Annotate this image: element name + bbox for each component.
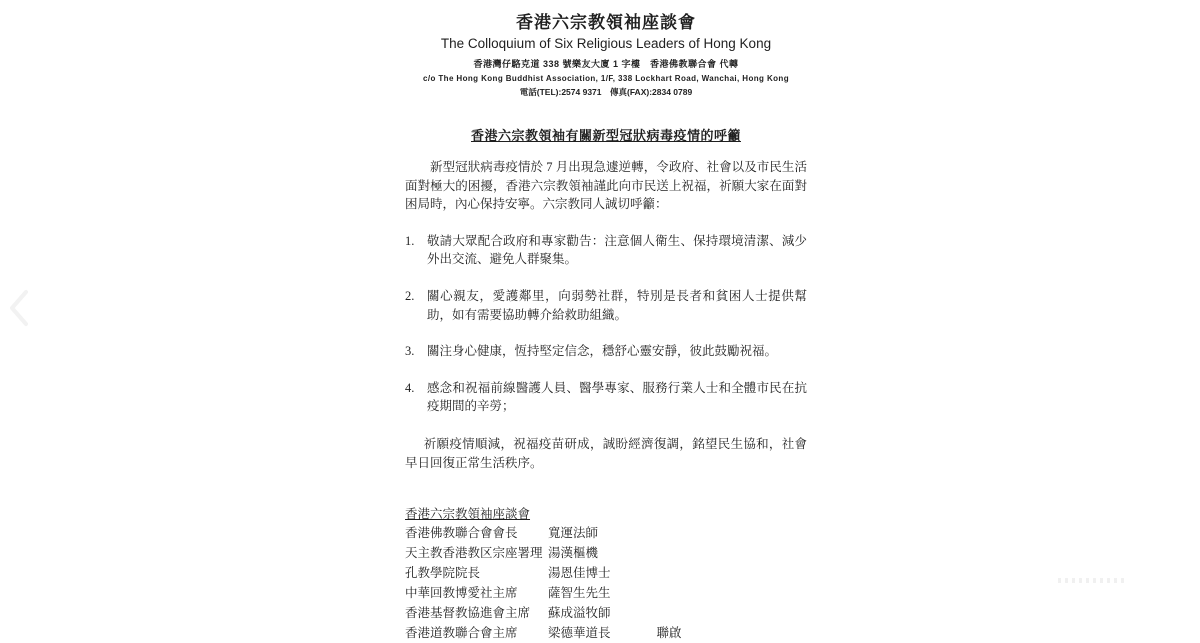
signatory-name: 薩智生先生	[548, 586, 611, 601]
intro-paragraph: 新型冠狀病毒疫情於 7 月出現急遽逆轉，令政府、社會以及市民生活面對極大的困擾，香港六宗教領袖謹此向市民送上祝福，祈願大家在面對困局時，內心保持安寧。六宗教同人誠切呼籲：	[405, 160, 807, 212]
list-item-number: 2.	[405, 288, 415, 303]
list-item-text: 感念和祝福前線醫護人員、醫學專家、服務行業人士和全體市民在抗疫期間的辛勞；	[427, 380, 807, 414]
org-contact-line: 電話(TEL):2574 9371 傳真(FAX):2834 0789	[519, 87, 693, 97]
signatories-heading: 香港六宗教領袖座談會	[405, 507, 531, 522]
joint-signature-label: 聯啟	[656, 626, 682, 641]
signatory-name: 寬運法師	[548, 526, 599, 541]
list-item-number: 4.	[405, 380, 415, 395]
signatory-row	[405, 623, 807, 643]
signatory-title: 天主教香港教区宗座署理	[405, 546, 543, 561]
signatory-row	[405, 583, 807, 603]
list-item	[405, 379, 807, 416]
list-item	[405, 287, 807, 324]
list-item	[405, 342, 807, 361]
prev-page-chevron-icon[interactable]	[4, 288, 32, 328]
letterhead	[405, 13, 807, 98]
list-item	[405, 232, 807, 269]
document-title: 香港六宗教領袖有關新型冠狀病毒疫情的呼籲	[470, 128, 741, 143]
signatory-row	[405, 603, 807, 623]
signatory-row	[405, 523, 807, 543]
signatory-title: 中華回教博愛社主席	[405, 586, 518, 601]
signatory-name: 湯漢樞機	[548, 546, 599, 561]
org-address-chinese: 香港灣仔駱克道 338 號樂友大廈 1 字樓 香港佛教聯合會 代轉	[473, 59, 739, 69]
signatory-name: 梁德華道長	[548, 626, 611, 641]
signatory-title: 孔教學院院長	[405, 566, 481, 581]
faint-corner-artifact	[1058, 578, 1124, 583]
list-item-number: 1.	[405, 233, 415, 248]
signatory-title: 香港佛教聯合會會長	[405, 526, 518, 541]
signatory-name: 湯恩佳博士	[548, 566, 611, 581]
org-address-english: c/o The Hong Kong Buddhist Association, 1/F, 338 Lockhart Road, Wanchai, Hong Kong	[422, 74, 789, 83]
org-name-chinese: 香港六宗教領袖座談會	[516, 13, 696, 32]
letter-document	[405, 13, 807, 643]
list-item-number: 3.	[405, 344, 415, 359]
signatory-row	[405, 563, 807, 583]
signatory-title: 香港道教聯合會主席	[405, 626, 518, 641]
closing-paragraph: 祈願疫情順減，祝福疫苗研成，誠盼經濟復調，銘望民生協和，社會早日回復正常生活秩序。	[405, 436, 807, 470]
list-item-text: 關心親友，愛護鄰里，向弱勢社群，特別是長者和貧困人士提供幫助，如有需要協助轉介給救助組織。	[427, 288, 807, 322]
list-item-text: 敬請大眾配合政府和專家勸告：注意個人衛生、保持環境清潔、減少外出交流、避免人群聚集。	[427, 233, 807, 267]
signatory-row	[405, 543, 807, 563]
list-item-text: 關注身心健康，恆持堅定信念，穩舒心靈安靜，彼此鼓勵祝福。	[427, 344, 778, 359]
signatory-title: 香港基督教協進會主席	[405, 606, 531, 621]
signature-block	[405, 505, 807, 643]
signatory-name: 蘇成溢牧師	[548, 606, 611, 621]
org-name-english: The Colloquium of Six Religious Leaders of Hong Kong	[440, 36, 772, 51]
